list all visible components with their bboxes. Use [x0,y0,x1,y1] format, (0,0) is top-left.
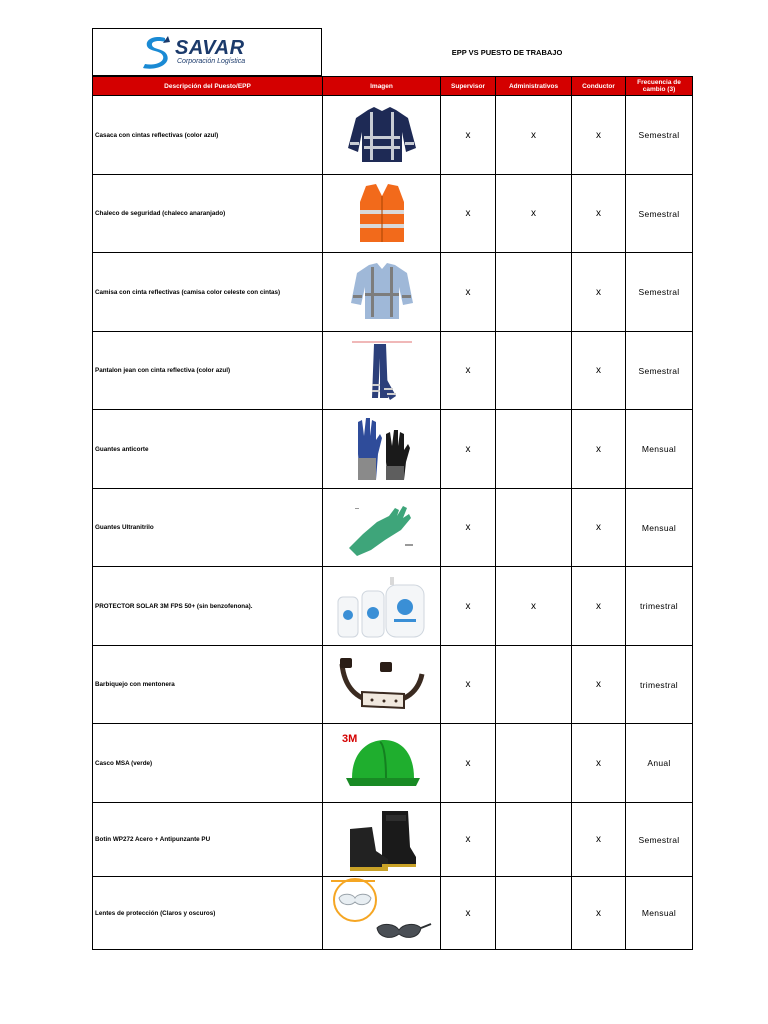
row-freq: Mensual [626,877,693,950]
table-row [93,567,693,646]
row-supervisor: x [441,253,496,332]
helmet-icon [340,730,424,796]
row-freq: Semestral [626,253,693,332]
row-desc: Casaca con cintas reflectivas (color azul) [93,96,323,175]
row-desc: Casco MSA (verde) [93,724,323,803]
row-driver: x [572,646,626,724]
row-image [323,646,441,724]
logo-cell [92,28,322,76]
row-freq: trimestral [626,646,693,724]
row-image [323,410,441,489]
row-supervisor: x [441,803,496,877]
row-freq: Anual [626,724,693,803]
table-header-row [93,77,693,96]
row-admin [496,803,572,877]
row-freq: Semestral [626,332,693,410]
savar-s-icon [141,35,171,69]
table-row [93,175,693,253]
row-image [323,877,441,950]
row-image [323,96,441,175]
row-image [323,724,441,803]
col-image: Imagen [323,77,441,96]
row-freq: Mensual [626,410,693,489]
row-admin [496,332,572,410]
logo-subtitle: Corporación Logística [177,58,246,65]
row-image [323,567,441,646]
table-row [93,96,693,175]
row-freq: Semestral [626,803,693,877]
row-supervisor: x [441,646,496,724]
row-driver: x [572,332,626,410]
row-supervisor: x [441,175,496,253]
row-desc: Barbiquejo con mentonera [93,646,323,724]
row-image [323,175,441,253]
row-driver: x [572,175,626,253]
row-freq: Semestral [626,175,693,253]
pants-icon [350,338,414,404]
table-row [93,877,693,950]
col-freq: Frecuencia de cambio (3) [626,77,693,96]
row-desc: Guantes Ultranitrilo [93,489,323,567]
row-supervisor: x [441,877,496,950]
row-admin: x [496,96,572,175]
glasses-icon [327,878,437,948]
table-row [93,803,693,877]
table-row [93,646,693,724]
logo-name: SAVAR [175,37,245,59]
row-supervisor: x [441,96,496,175]
row-driver: x [572,489,626,567]
row-image [323,253,441,332]
row-supervisor: x [441,410,496,489]
row-freq: Semestral [626,96,693,175]
row-driver: x [572,567,626,646]
nitrile-glove-icon [345,500,419,556]
row-admin [496,410,572,489]
col-supervisor: Supervisor [441,77,496,96]
sheet-header [92,28,692,76]
row-admin: x [496,567,572,646]
row-supervisor: x [441,332,496,410]
boots-icon [346,807,418,873]
sunscreen-icon [334,573,430,639]
table-row [93,253,693,332]
chinstrap-icon [334,654,430,716]
row-driver: x [572,877,626,950]
row-driver: x [572,253,626,332]
table-row [93,410,693,489]
row-image [323,489,441,567]
row-desc: Pantalon jean con cinta reflectiva (color azul) [93,332,323,410]
row-desc: Botin WP272 Acero + Antipunzante PU [93,803,323,877]
table-row [93,332,693,410]
row-freq: Mensual [626,489,693,567]
row-admin [496,877,572,950]
row-freq: trimestral [626,567,693,646]
col-admin: Administrativos [496,77,572,96]
row-driver: x [572,724,626,803]
cut-gloves-icon [350,414,414,484]
row-admin [496,253,572,332]
epp-sheet [92,28,692,950]
shirt-icon [347,261,417,323]
row-image [323,803,441,877]
row-admin [496,646,572,724]
svg-text:3M: 3M [341,733,357,745]
row-desc: Camisa con cinta reflectivas (camisa color celeste con cintas) [93,253,323,332]
vest-icon [352,182,412,246]
row-admin: x [496,175,572,253]
row-supervisor: x [441,489,496,567]
row-desc: Chaleco de seguridad (chaleco anaranjado) [93,175,323,253]
row-driver: x [572,803,626,877]
row-image [323,332,441,410]
row-desc: Guantes anticorte [93,410,323,489]
col-driver: Conductor [572,77,626,96]
jacket-icon [344,104,420,166]
col-desc: Descripción del Puesto/EPP [93,77,323,96]
row-desc: Lentes de protección (Claros y oscuros) [93,877,323,950]
row-driver: x [572,410,626,489]
table-row [93,489,693,567]
row-driver: x [572,96,626,175]
row-admin [496,489,572,567]
row-desc: PROTECTOR SOLAR 3M FPS 50+ (sin benzofenona). [93,567,323,646]
epp-table [92,76,693,950]
row-supervisor: x [441,567,496,646]
table-row [93,724,693,803]
row-supervisor: x [441,724,496,803]
savar-logo [141,35,245,69]
page-title: EPP VS PUESTO DE TRABAJO [451,47,563,57]
row-admin [496,724,572,803]
